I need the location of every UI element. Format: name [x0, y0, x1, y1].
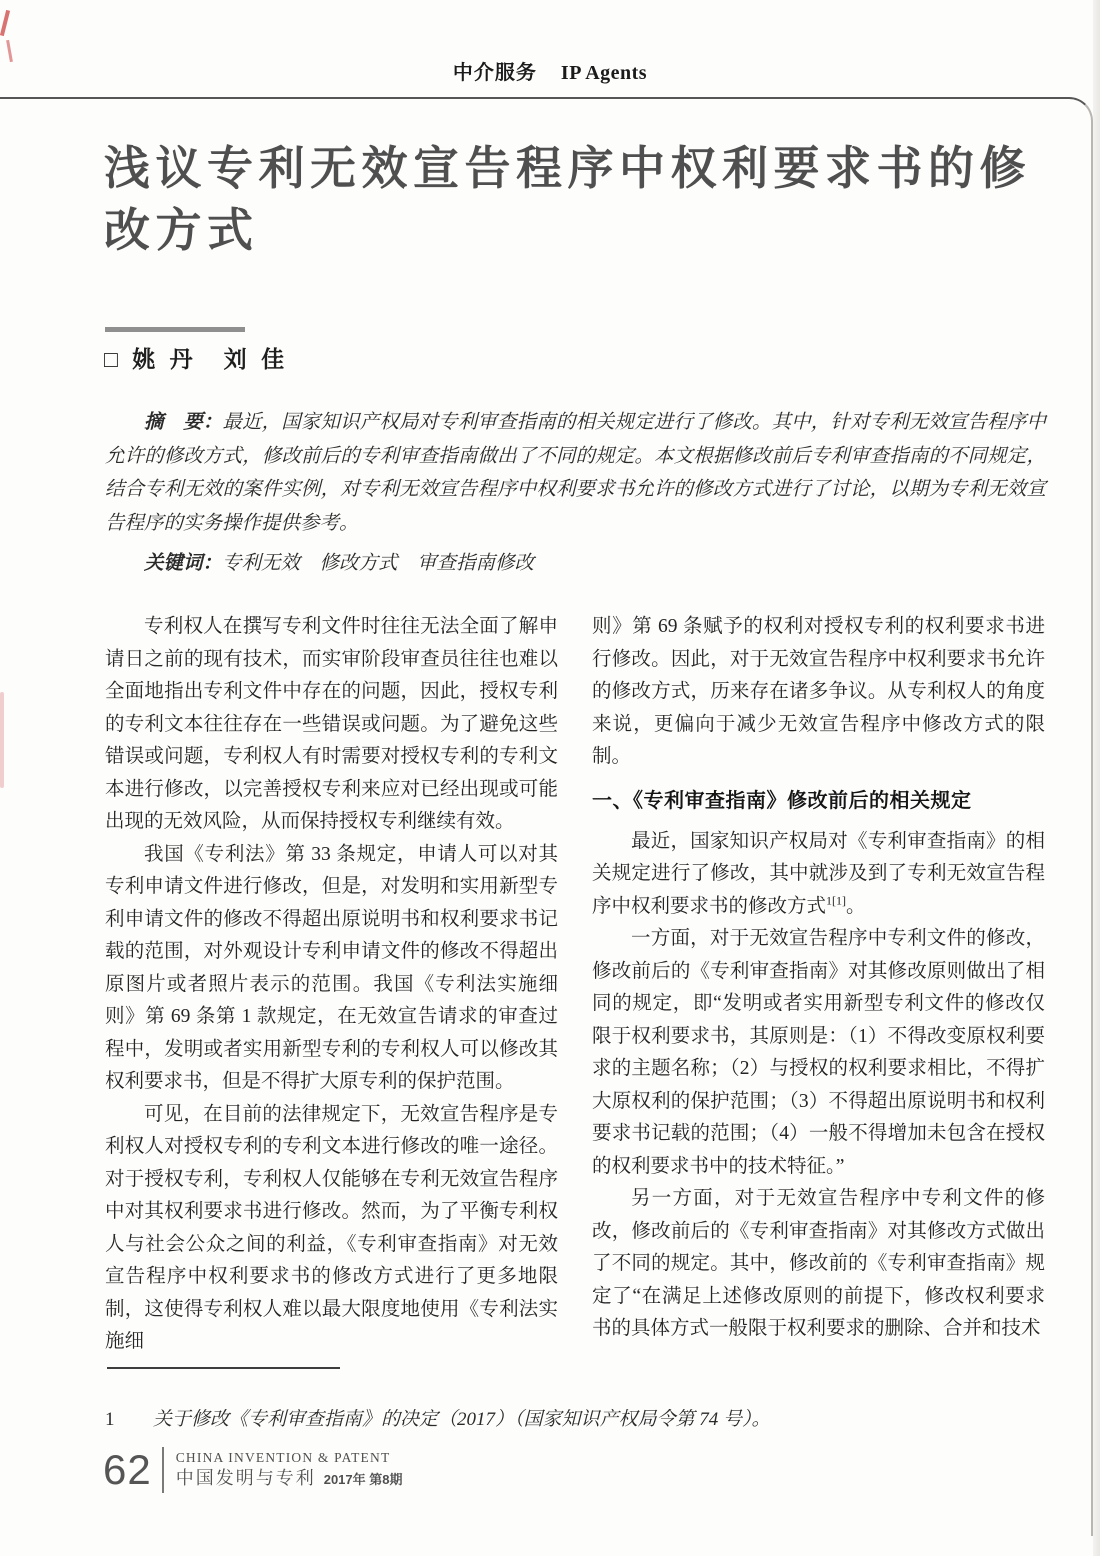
footnote-number: 1	[105, 1409, 115, 1430]
body-paragraph: 专利权人在撰写专利文件时往往无法全面了解申请日之前的现有技术，而实审阶段审查员往往也难以全面地指出专利文件中存在的问题，因此，授权专利的专利文本往往存在一些错误或问题。为了避免这些错误或问题，专利权人有时需要对授权专利的专利文本进行修改，以完善授权专利来应对已经出现或可能出现的无效风险，从而保持授权专利继续有效。	[105, 616, 558, 832]
keywords-label: 关键词：	[144, 553, 223, 574]
section-category-en: IP Agents	[560, 62, 648, 84]
paragraph-tail: 。	[846, 895, 866, 917]
footnote-text: 关于修改《专利审查指南》的决定（2017）（国家知识产权局令第 74 号）。	[153, 1409, 771, 1430]
scan-red-artifact	[0, 692, 4, 788]
scan-red-artifact	[0, 10, 10, 36]
footnote-separator-rule	[107, 1367, 340, 1369]
keywords-line	[105, 547, 1046, 581]
article-title: 浅议专利无效宣告程序中权利要求书的修改方式	[104, 143, 1031, 256]
author-accent-bar	[105, 327, 245, 332]
footnote	[105, 1405, 965, 1435]
right-column	[592, 611, 1045, 1359]
page-footer	[103, 1447, 402, 1493]
abstract-paragraph	[105, 406, 1046, 540]
abstract-block	[105, 406, 1046, 581]
body-paragraph: 另一方面，对于无效宣告程序中专利文件的修改，修改前后的《专利审查指南》对其修改方式做出了不同的规定。其中，修改前的《专利审查指南》规定了“在满足上述修改原则的前提下，修改权利要求书的具体方式一般限于权利要求的删除、合并和技术	[592, 1188, 1045, 1339]
body-paragraph	[592, 826, 1045, 924]
journal-info	[176, 1450, 403, 1489]
page-number: 62	[103, 1446, 152, 1493]
running-header	[0, 56, 1100, 85]
journal-name-cn: 中国发明与专利	[175, 1468, 316, 1489]
body-paragraph-continuation: 则》第 69 条赋予的权利对授权专利的权利要求书进行修改。因此，对于无效宣告程序中权利要求书允许的修改方式，历来存在诸多争议。从专利权人的角度来说，更偏向于减少无效宣告程序中修改方式的限制。	[592, 616, 1045, 767]
paragraph-text: 最近，国家知识产权局对《专利审查指南》的相关规定进行了修改，其中就涉及到了专利无效宣告程序中权利要求书的修改方式	[592, 830, 1045, 917]
author-names: □ 姚 丹 刘 佳	[104, 346, 289, 372]
body-paragraph: 一方面，对于无效宣告程序中专利文件的修改，修改前后的《专利审查指南》对其修改原则做出了相同的规定，即“发明或者实用新型专利文件的修改仅限于权利要求书，其原则是：（1）不得改变原权利要求的主题名称；（2）与授权的权利要求相比，不得扩大原权利的保护范围；（3）不得超出原说明书和权利要求书记载的范围；（4）一般不得增加未包含在授权的权利要求书中的技术特征。”	[592, 928, 1045, 1177]
journal-name-en: CHINA INVENTION & PATENT	[175, 1450, 391, 1466]
body-paragraph: 可见，在目前的法律规定下，无效宣告程序是专利权人对授权专利的专利文本进行修改的唯一途径。对于授权专利，专利权人仅能够在专利无效宣告程序中对其权利要求书进行修改。然而，为了平衡专利权人与社会公众之间的利益，《专利审查指南》对无效宣告程序中权利要求书的修改方式进行了更多地限制，这使得专利权人难以最大限度地使用《专利法实施细	[105, 1103, 558, 1352]
section-category-cn: 中介服务	[452, 62, 537, 84]
section-heading-1: 一、《专利审查指南》修改前后的相关规定	[592, 789, 972, 812]
journal-name-cn-row	[176, 1467, 403, 1490]
footnote-marker: 1[1]	[826, 893, 847, 907]
keywords-text: 专利无效 修改方式 审查指南修改	[222, 553, 535, 574]
footer-divider	[162, 1447, 164, 1493]
body-paragraph: 我国《专利法》第 33 条规定，申请人可以对其专利申请文件进行修改，但是，对发明和实用新型专利申请文件的修改不得超出原说明书和权利要求书记载的范围，对外观设计专利申请文件的修改不得超出原图片或者照片表示的范围。我国《专利法实施细则》第 69 条第 1 款规定，在无效宣告请求的审查过程中，发明或者实用新型专利的专利权人可以修改其权利要求书，但是不得扩大原专利的保护范围。	[105, 843, 558, 1092]
abstract-label: 摘 要：	[144, 412, 223, 433]
body-columns	[105, 611, 1045, 1359]
journal-issue: 2017年 第8期	[323, 1472, 403, 1488]
abstract-text: 最近，国家知识产权局对专利审查指南的相关规定进行了修改。其中，针对专利无效宣告程序中允许的修改方式，修改前后的专利审查指南做出了不同的规定。本文根据修改前后专利审查指南的不同规定，结合专利无效的案件实例，对专利无效宣告程序中权利要求书允许的修改方式进行了讨论，以期为专利无效宣告程序的实务操作提供参考。	[105, 412, 1046, 534]
scan-edge-shading	[1093, 0, 1100, 1556]
left-column	[105, 611, 558, 1359]
